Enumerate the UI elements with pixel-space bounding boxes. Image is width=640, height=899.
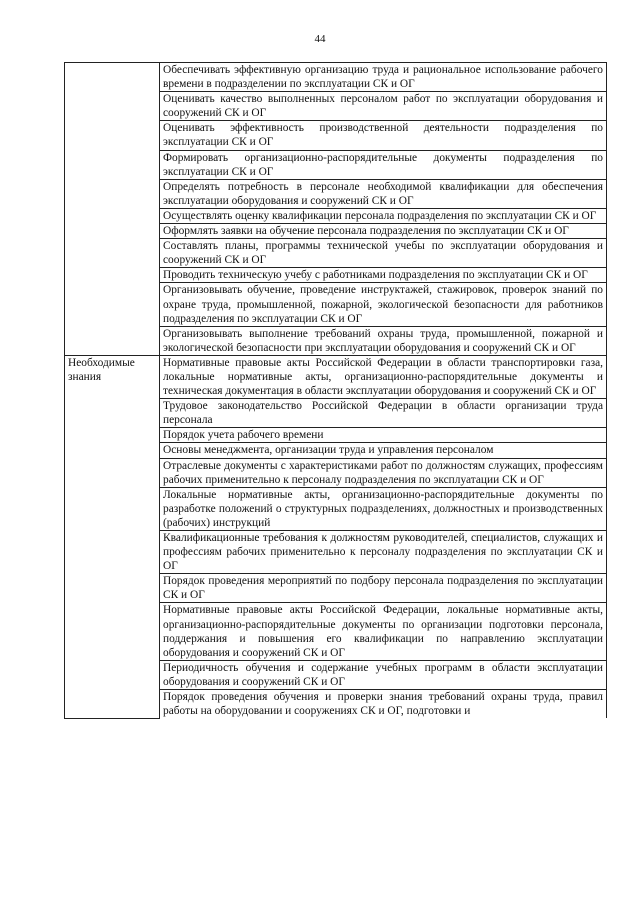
requirement-text: Порядок проведения мероприятий по подбору персонала подразделения по эксплуатации СК и ОГ	[160, 574, 607, 603]
requirement-text: Формировать организационно-распорядительные документы подразделения по эксплуатации СК и ОГ	[160, 150, 607, 179]
table-row	[65, 63, 607, 92]
requirement-text: Основы менеджмента, организации труда и управления персоналом	[160, 443, 607, 458]
table-row	[65, 355, 607, 398]
requirement-text: Оценивать эффективность производственной деятельности подразделения по эксплуатации СК и ОГ	[160, 121, 607, 150]
requirement-text: Составлять планы, программы технической учебы по эксплуатации оборудования и сооружений СК и ОГ	[160, 239, 607, 268]
requirement-text: Порядок проведения обучения и проверки знания требований охраны труда, правил работы на оборудовании и сооружениях СК и ОГ, подготовки и	[160, 690, 607, 719]
requirement-text: Нормативные правовые акты Российской Федерации в области транспортировки газа, локальные нормативные акты, организационно-распорядительные документы и техническая документация в области эксплуатации оборудования и сооружений СК и ОГ	[160, 355, 607, 398]
section-label	[65, 63, 160, 356]
requirement-text: Организовывать обучение, проведение инструктажей, стажировок, проверок знаний по охране труда, промышленной, пожарной, экологической безопасности для работников подразделения по эксплуатации СК и ОГ	[160, 283, 607, 326]
section-label: Необходимые знания	[65, 355, 160, 718]
requirement-text: Обеспечивать эффективную организацию труда и рациональное использование рабочего времени в подразделении по эксплуатации СК и ОГ	[160, 63, 607, 92]
requirement-text: Осуществлять оценку квалификации персонала подразделения по эксплуатации СК и ОГ	[160, 208, 607, 223]
requirement-text: Квалификационные требования к должностям руководителей, специалистов, служащих и профессиям рабочих применительно к персоналу подразделения по эксплуатации СК и ОГ	[160, 531, 607, 574]
requirement-text: Проводить техническую учебу с работниками подразделения по эксплуатации СК и ОГ	[160, 268, 607, 283]
table-body	[65, 63, 607, 719]
requirement-text: Нормативные правовые акты Российской Федерации, локальные нормативные акты, организационно-распорядительные документы по организации подготовки персонала, поддержания и повышения его квалификации по направлению эксплуатации оборудования и сооружений СК и ОГ	[160, 603, 607, 660]
requirement-text: Организовывать выполнение требований охраны труда, промышленной, пожарной и экологической безопасности при эксплуатации оборудования и сооружений СК и ОГ	[160, 326, 607, 355]
requirement-text: Локальные нормативные акты, организационно-распорядительные документы по разработке положений о структурных подразделениях, должностных и производственных (рабочих) инструкций	[160, 487, 607, 530]
requirement-text: Отраслевые документы с характеристиками работ по должностям служащих, профессиям рабочих применительно к персоналу подразделения по эксплуатации СК и ОГ	[160, 458, 607, 487]
requirement-text: Определять потребность в персонале необходимой квалификации для обеспечения эксплуатации оборудования и сооружений СК и ОГ	[160, 179, 607, 208]
page-number: 44	[314, 33, 326, 45]
requirement-text: Периодичность обучения и содержание учебных программ в области эксплуатации оборудования и сооружений СК и ОГ	[160, 660, 607, 689]
competency-table	[64, 62, 607, 719]
requirement-text: Порядок учета рабочего времени	[160, 428, 607, 443]
requirement-text: Оценивать качество выполненных персоналом работ по эксплуатации оборудования и сооружений СК и ОГ	[160, 92, 607, 121]
requirement-text: Оформлять заявки на обучение персонала подразделения по эксплуатации СК и ОГ	[160, 224, 607, 239]
requirement-text: Трудовое законодательство Российской Федерации в области организации труда персонала	[160, 399, 607, 428]
